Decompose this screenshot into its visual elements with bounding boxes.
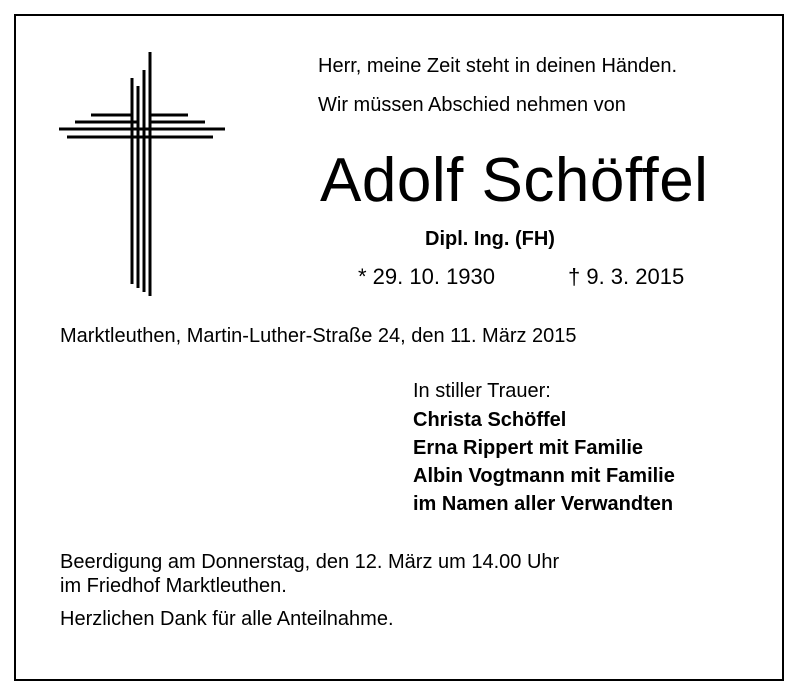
birth-date: * 29. 10. 1930 [358, 264, 496, 289]
mourner-item: im Namen aller Verwandten [413, 493, 674, 515]
mourner-item: Christa Schöffel [413, 409, 567, 431]
place-date-line: Marktleuthen, Martin-Luther-Straße 24, den 11. März 2015 [60, 325, 577, 347]
funeral-line-1: Beerdigung am Donnerstag, den 12. März um 14.00 Uhr [60, 551, 560, 573]
academic-title: Dipl. Ing. (FH) [425, 228, 555, 250]
thanks-line: Herzlichen Dank für alle Anteilnahme. [60, 608, 394, 630]
intro-text: Wir müssen Abschied nehmen von [318, 94, 626, 116]
deceased-name: Adolf Schöffel [320, 146, 709, 215]
death-date: † 9. 3. 2015 [568, 264, 685, 289]
mourner-item: Erna Rippert mit Familie [413, 437, 644, 459]
motto-text: Herr, meine Zeit steht in deinen Händen. [318, 55, 678, 77]
cross-icon [55, 52, 230, 297]
mourning-label: In stiller Trauer: [413, 380, 551, 402]
mourner-item: Albin Vogtmann mit Familie [413, 465, 675, 487]
funeral-line-2: im Friedhof Marktleuthen. [60, 575, 287, 597]
